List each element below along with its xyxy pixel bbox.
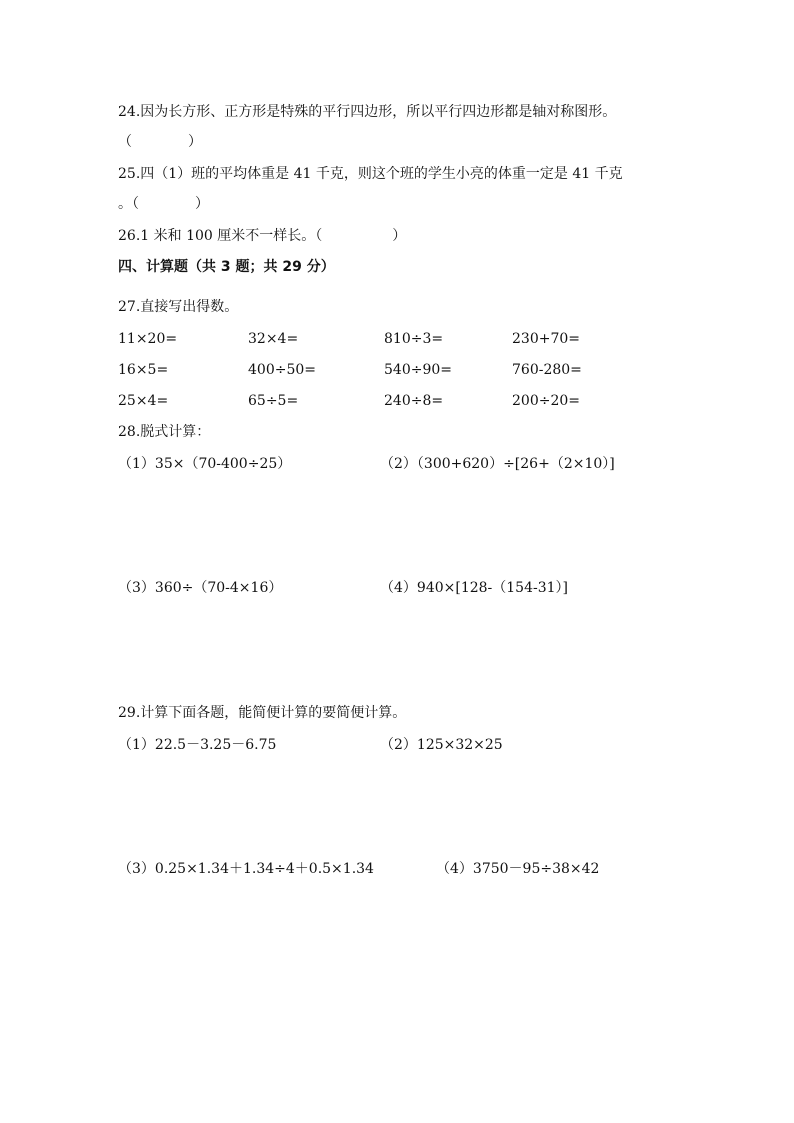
q28-title: 28.脱式计算： — [118, 424, 211, 440]
q27-cell: 400÷50= — [248, 362, 316, 378]
q28-part-4: （4）940×[128-（154-31）] — [380, 580, 569, 596]
q29-part-3: （3）0.25×1.34＋1.34÷4＋0.5×1.34 — [118, 861, 374, 877]
q27-cell: 230+70= — [512, 331, 580, 347]
q28-part-1: （1）35×（70-400÷25） — [118, 456, 292, 472]
q29-title: 29.计算下面各题，能简便计算的要简便计算。 — [118, 705, 407, 721]
q25-text: 25.四（1）班的平均体重是 41 千克，则这个班的学生小亮的体重一定是 41 千克 — [118, 166, 623, 182]
q27-cell: 810÷3= — [384, 331, 444, 347]
q29-part-2: （2）125×32×25 — [380, 737, 503, 753]
q29-part-4: （4）3750－95÷38×42 — [436, 861, 600, 877]
q27-title: 27.直接写出得数。 — [118, 299, 239, 315]
q27-cell: 200÷20= — [512, 393, 580, 409]
q29-part-1: （1）22.5－3.25－6.75 — [118, 737, 277, 753]
q28-part-3: （3）360÷（70-4×16） — [118, 580, 283, 596]
q24-text: 24.因为长方形、正方形是特殊的平行四边形，所以平行四边形都是轴对称图形。 — [118, 104, 617, 120]
q27-cell: 760-280= — [512, 362, 582, 378]
q25-answer-blank: 。（ ） — [118, 196, 209, 212]
q27-cell: 65÷5= — [248, 393, 299, 409]
q27-cell: 16×5= — [118, 362, 169, 378]
q27-cell: 32×4= — [248, 331, 299, 347]
q27-cell: 11×20= — [118, 331, 178, 347]
q27-cell: 25×4= — [118, 393, 169, 409]
q28-part-2: （2）（300+620）÷[26+（2×10）] — [380, 456, 615, 472]
q24-answer-blank: （ ） — [118, 134, 202, 150]
q27-cell: 540÷90= — [384, 362, 452, 378]
section-heading: 四、计算题（共 3 题；共 29 分） — [118, 259, 335, 275]
q26-text: 26.1 米和 100 厘米不一样长。（ ） — [118, 228, 407, 244]
q27-cell: 240÷8= — [384, 393, 444, 409]
